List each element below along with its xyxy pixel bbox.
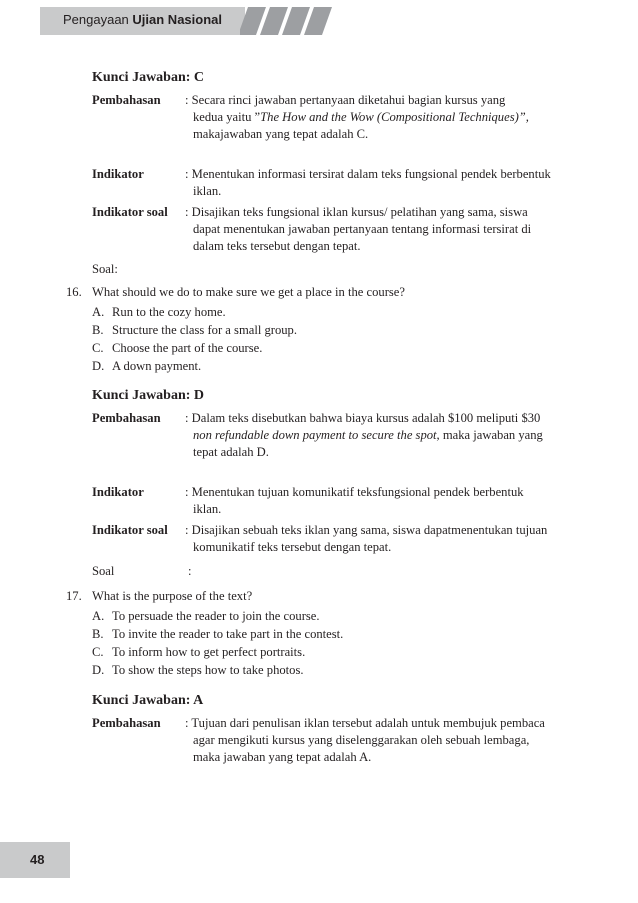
- option-letter: C.: [92, 645, 104, 659]
- pembahasan-text: kedua yaitu ”The How and the Wow (Compositional Techniques)”,: [193, 110, 529, 124]
- indikator-soal-label: Indikator soal: [92, 205, 168, 219]
- pembahasan-label: Pembahasan: [92, 716, 161, 730]
- pembahasan-text: maka jawaban yang tepat adalah A.: [193, 750, 372, 764]
- option-letter: A.: [92, 305, 105, 319]
- question-number: 17.: [66, 589, 82, 603]
- option-letter: A.: [92, 609, 105, 623]
- option-text: Choose the part of the course.: [112, 341, 263, 355]
- pembahasan-text: agar mengikuti kursus yang diselenggarakan oleh sebuah lembaga,: [193, 733, 530, 747]
- indikator-text: : Menentukan informasi tersirat dalam teks fungsional pendek berbentuk: [185, 167, 551, 181]
- indikator-label: Indikator: [92, 167, 144, 181]
- pembahasan-label: Pembahasan: [92, 411, 161, 425]
- kunci-jawaban-c: Kunci Jawaban: C: [92, 70, 205, 85]
- header-stripes: [240, 7, 350, 35]
- indikator-soal-text: komunikatif teks tersebut dengan tepat.: [193, 540, 392, 554]
- kunci-jawaban-d: Kunci Jawaban: D: [92, 388, 205, 403]
- question-text: What should we do to make sure we get a place in the course?: [92, 285, 405, 299]
- option-text: To invite the reader to take part in the contest.: [112, 627, 344, 641]
- header-title: [63, 12, 222, 27]
- option-letter: D.: [92, 663, 105, 677]
- option-letter: C.: [92, 341, 104, 355]
- page-number: 48: [30, 852, 45, 867]
- soal-colon: :: [188, 564, 192, 578]
- soal-label: Soal:: [92, 262, 118, 276]
- option-text: To show the steps how to take photos.: [112, 663, 304, 677]
- option-letter: D.: [92, 359, 105, 373]
- indikator-label: Indikator: [92, 485, 144, 499]
- pembahasan-text: : Tujuan dari penulisan iklan tersebut adalah untuk membujuk pembaca: [185, 716, 545, 730]
- pembahasan-text: non refundable down payment to secure the spot, maka jawaban yang: [193, 428, 543, 442]
- pembahasan-label: Pembahasan: [92, 93, 161, 107]
- pembahasan-text: makajawaban yang tepat adalah C.: [193, 127, 369, 141]
- option-text: A down payment.: [112, 359, 202, 373]
- pembahasan-text: tepat adalah D.: [193, 445, 269, 459]
- indikator-soal-text: dalam teks tersebut dengan tepat.: [193, 239, 361, 253]
- pembahasan-text: : Dalam teks disebutkan bahwa biaya kursus adalah $100 meliputi $30: [185, 411, 541, 425]
- header-title-bold: Ujian Nasional: [132, 12, 222, 27]
- question-text: What is the purpose of the text?: [92, 589, 253, 603]
- option-letter: B.: [92, 323, 104, 337]
- option-text: To inform how to get perfect portraits.: [112, 645, 306, 659]
- indikator-text: iklan.: [193, 502, 222, 516]
- soal-label: Soal: [92, 564, 115, 578]
- indikator-soal-text: dapat menentukan jawaban pertanyaan tentang informasi tersirat di: [193, 222, 532, 236]
- option-text: To persuade the reader to join the course.: [112, 609, 320, 623]
- indikator-soal-text: : Disajikan teks fungsional iklan kursus/ pelatihan yang sama, siswa: [185, 205, 528, 219]
- header-prefix: Pengayaan: [63, 12, 129, 27]
- option-letter: B.: [92, 627, 104, 641]
- option-text: Structure the class for a small group.: [112, 323, 298, 337]
- indikator-soal-label: Indikator soal: [92, 523, 168, 537]
- indikator-text: iklan.: [193, 184, 222, 198]
- question-number: 16.: [66, 285, 82, 299]
- kunci-jawaban-a: Kunci Jawaban: A: [92, 693, 204, 708]
- indikator-soal-text: : Disajikan sebuah teks iklan yang sama, siswa dapatmenentukan tujuan: [185, 523, 548, 537]
- option-text: Run to the cozy home.: [112, 305, 226, 319]
- pembahasan-text: : Secara rinci jawaban pertanyaan diketahui bagian kursus yang: [185, 93, 506, 107]
- indikator-text: : Menentukan tujuan komunikatif teksfungsional pendek berbentuk: [185, 485, 524, 499]
